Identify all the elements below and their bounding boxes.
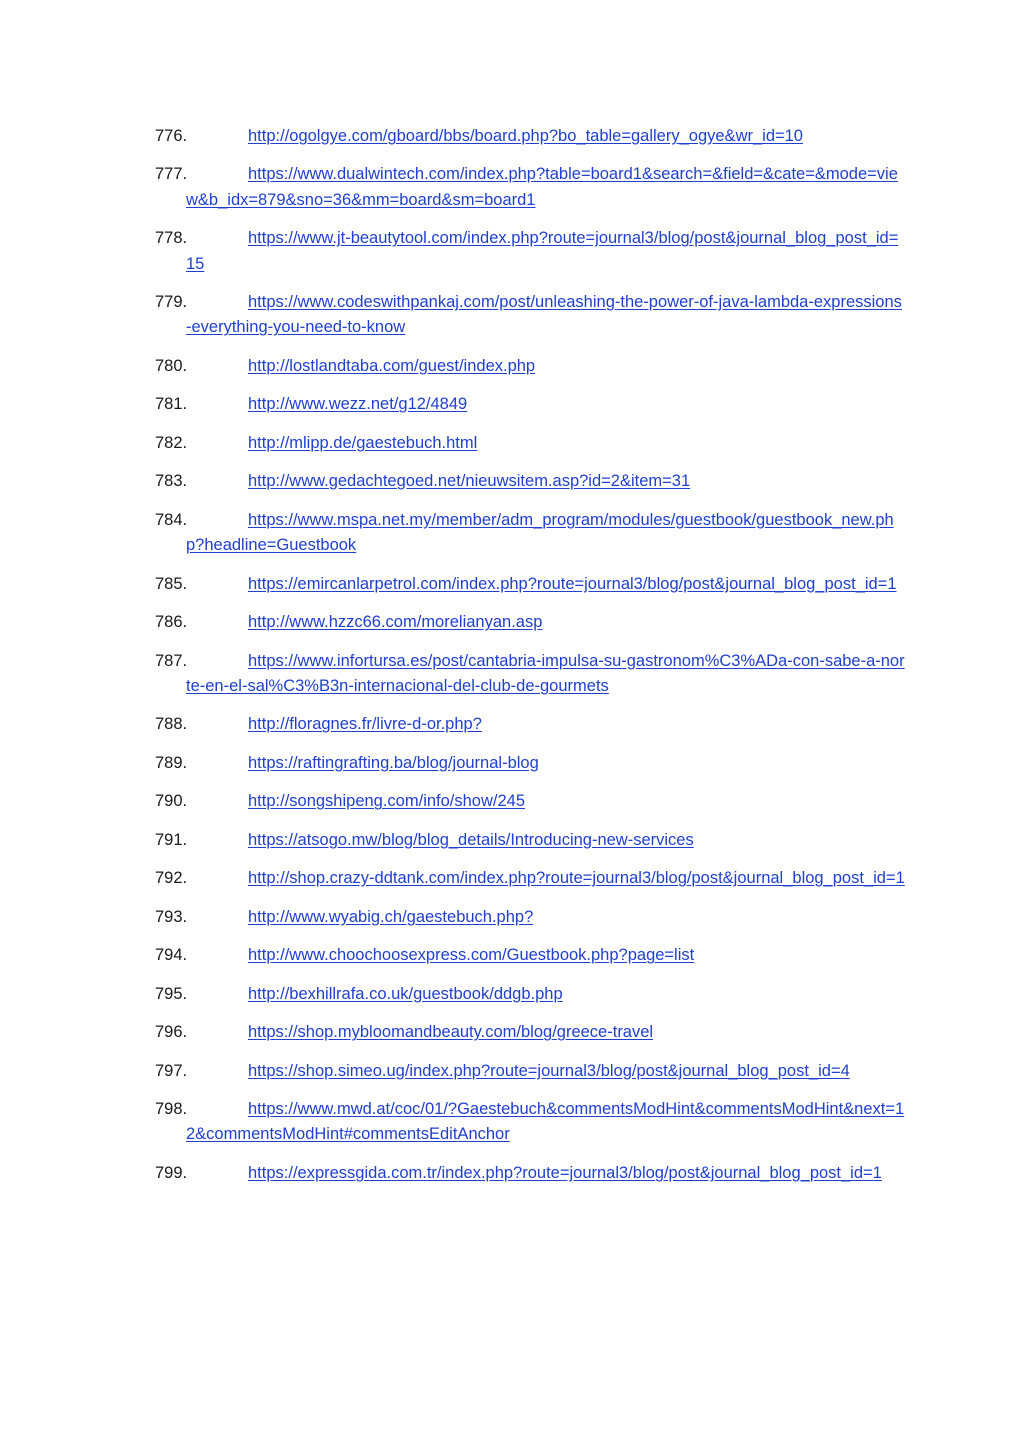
entry-link[interactable]: http://shop.crazy-ddtank.com/index.php?route=journal3/blog/post&journal_blog_post_id=1 bbox=[248, 869, 905, 888]
list-item bbox=[155, 905, 905, 930]
entry-number: 793. bbox=[155, 907, 188, 926]
entry-link[interactable]: https://shop.simeo.ug/index.php?route=journal3/blog/post&journal_blog_post_id=4 bbox=[248, 1061, 850, 1080]
list-item bbox=[155, 789, 905, 814]
list-item bbox=[155, 1097, 905, 1148]
entry-number: 790. bbox=[155, 792, 188, 811]
entry-number: 795. bbox=[155, 984, 188, 1003]
entry-number: 794. bbox=[155, 946, 188, 965]
entry-number: 782. bbox=[155, 433, 188, 452]
list-item bbox=[155, 649, 905, 700]
entry-link[interactable]: https://www.dualwintech.com/index.php?table=board1&search=&field=&cate=&mode=view&b_idx=879&sno=36&mm=board&sm=board1 bbox=[186, 165, 898, 209]
list-item bbox=[155, 943, 905, 968]
entry-link[interactable]: http://www.wyabig.ch/gaestebuch.php? bbox=[248, 907, 534, 926]
entry-number: 796. bbox=[155, 1023, 188, 1042]
entry-number: 799. bbox=[155, 1163, 188, 1182]
entry-number: 776. bbox=[155, 127, 188, 145]
entry-link[interactable]: http://www.choochoosexpress.com/Guestbook.php?page=list bbox=[248, 946, 695, 965]
list-item bbox=[155, 226, 905, 277]
list-item bbox=[155, 124, 905, 149]
entry-number: 789. bbox=[155, 753, 188, 772]
list-item bbox=[155, 290, 905, 341]
entry-link[interactable]: https://www.codeswithpankaj.com/post/unleashing-the-power-of-java-lambda-expressions-everything-you-need-to-know bbox=[186, 293, 902, 337]
entry-link[interactable]: http://www.wezz.net/g12/4849 bbox=[248, 395, 468, 414]
entry-number: 783. bbox=[155, 472, 188, 491]
entry-number: 788. bbox=[155, 715, 188, 734]
entry-number: 785. bbox=[155, 574, 188, 593]
entry-number: 781. bbox=[155, 395, 188, 414]
entry-link[interactable]: http://songshipeng.com/info/show/245 bbox=[248, 792, 526, 811]
list-item bbox=[155, 828, 905, 853]
entry-link[interactable]: http://lostlandtaba.com/guest/index.php bbox=[248, 356, 536, 375]
entry-number: 778. bbox=[155, 229, 188, 248]
entry-number: 798. bbox=[155, 1100, 188, 1119]
entry-link[interactable]: http://floragnes.fr/livre-d-or.php? bbox=[248, 715, 482, 734]
entry-link[interactable]: https://raftingrafting.ba/blog/journal-blog bbox=[248, 753, 539, 772]
entry-link[interactable]: http://www.hzzc66.com/morelianyan.asp bbox=[248, 613, 543, 632]
list-item bbox=[155, 354, 905, 379]
url-list bbox=[155, 124, 905, 1199]
entry-link[interactable]: https://shop.mybloomandbeauty.com/blog/greece-travel bbox=[248, 1023, 654, 1042]
list-item bbox=[155, 1161, 905, 1186]
entry-number: 780. bbox=[155, 356, 188, 375]
list-item bbox=[155, 392, 905, 417]
list-item bbox=[155, 1059, 905, 1084]
entry-link[interactable]: https://www.infortursa.es/post/cantabria-impulsa-su-gastronom%C3%ADa-con-sabe-a-norte-en-el-sal%C3%B3n-internacional-del-club-de-gourmets bbox=[186, 651, 905, 695]
entry-link[interactable]: https://www.mspa.net.my/member/adm_program/modules/guestbook/guestbook_new.php?headline=Guestbook bbox=[186, 510, 894, 555]
list-item bbox=[155, 572, 905, 597]
list-item bbox=[155, 431, 905, 456]
list-item bbox=[155, 866, 905, 891]
entry-link[interactable]: https://expressgida.com.tr/index.php?route=journal3/blog/post&journal_blog_post_id=1 bbox=[248, 1163, 882, 1182]
list-item bbox=[155, 469, 905, 494]
entry-number: 791. bbox=[155, 830, 188, 849]
entry-link[interactable]: http://mlipp.de/gaestebuch.html bbox=[248, 433, 478, 452]
entry-link[interactable]: http://ogolgye.com/gboard/bbs/board.php?bo_table=gallery_ogye&wr_id=10 bbox=[248, 127, 803, 145]
list-item bbox=[155, 508, 905, 559]
list-item bbox=[155, 751, 905, 776]
entry-number: 792. bbox=[155, 869, 188, 888]
entry-number: 787. bbox=[155, 651, 188, 670]
entry-link[interactable]: http://www.gedachtegoed.net/nieuwsitem.asp?id=2&item=31 bbox=[248, 472, 691, 491]
entry-link[interactable]: http://bexhillrafa.co.uk/guestbook/ddgb.php bbox=[248, 984, 563, 1003]
list-item bbox=[155, 1020, 905, 1045]
entry-link[interactable]: https://emircanlarpetrol.com/index.php?route=journal3/blog/post&journal_blog_post_id=1 bbox=[248, 574, 897, 593]
entry-number: 779. bbox=[155, 293, 188, 312]
entry-number: 784. bbox=[155, 510, 188, 529]
list-item bbox=[155, 162, 905, 213]
entry-link[interactable]: https://www.jt-beautytool.com/index.php?route=journal3/blog/post&journal_blog_post_id=15 bbox=[186, 229, 899, 273]
list-item bbox=[155, 610, 905, 635]
entry-link[interactable]: https://www.mwd.at/coc/01/?Gaestebuch&commentsModHint&commentsModHint&next=12&commentsModHint#commentsEditAnchor bbox=[186, 1100, 905, 1144]
entry-number: 777. bbox=[155, 165, 188, 184]
entry-number: 797. bbox=[155, 1061, 188, 1080]
list-item bbox=[155, 982, 905, 1007]
entry-link[interactable]: https://atsogo.mw/blog/blog_details/Introducing-new-services bbox=[248, 830, 694, 849]
list-item bbox=[155, 712, 905, 737]
entry-number: 786. bbox=[155, 613, 188, 632]
